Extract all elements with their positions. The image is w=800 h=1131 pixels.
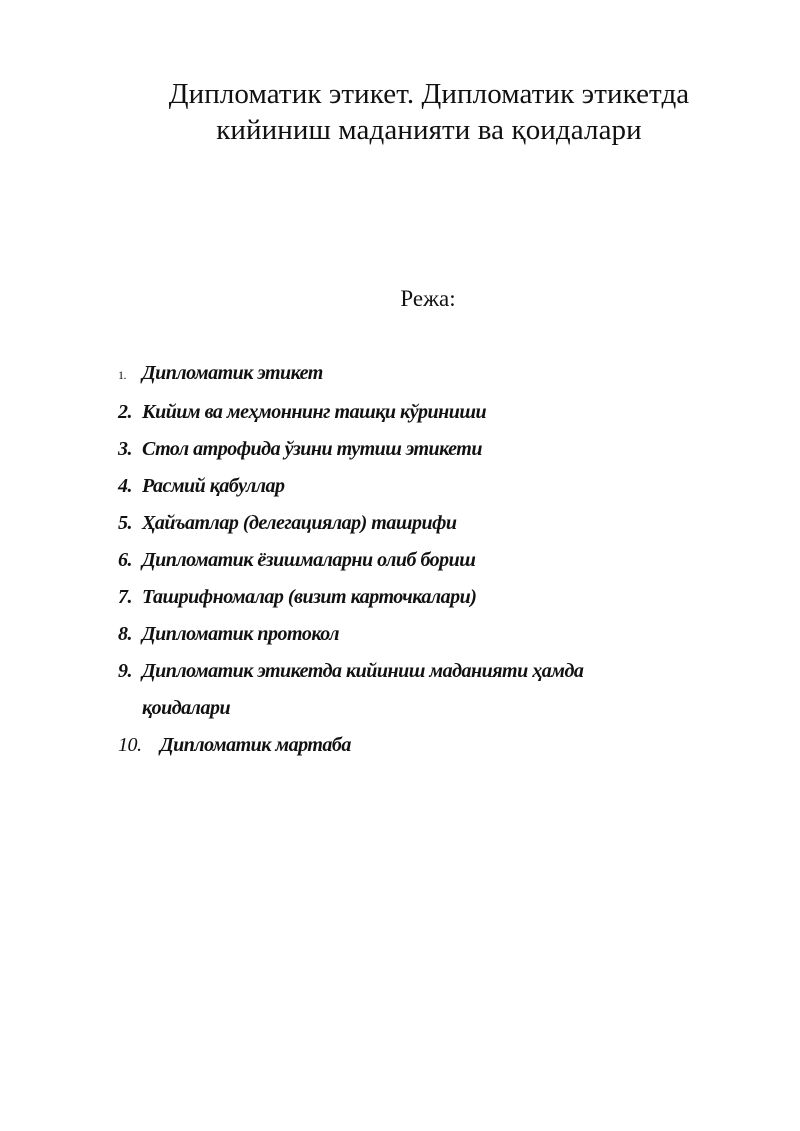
plan-item-text: Дипломатик этикет: [142, 362, 323, 384]
plan-item-text: Дипломатик мартаба: [160, 734, 351, 756]
plan-item-number: 4.: [118, 475, 132, 497]
plan-item-text: Ташрифномалар (визит карточкалари): [142, 586, 477, 608]
plan-item-number: 5.: [118, 512, 132, 534]
plan-item-10: [118, 727, 718, 764]
document-title: [120, 76, 738, 148]
plan-item-number: 7.: [118, 586, 132, 608]
plan-item-number: 3.: [118, 438, 132, 460]
plan-item-7: [118, 579, 718, 616]
plan-item-text: Стол атрофида ўзини тутиш этикети: [142, 438, 482, 460]
plan-item-number: 6.: [118, 549, 132, 571]
plan-item-6: [118, 542, 718, 579]
document-title-line-2: кийиниш маданияти ва қоидалари: [216, 114, 642, 146]
plan-item-1: [118, 355, 718, 394]
plan-item-text: Расмий қабуллар: [142, 475, 285, 497]
plan-item-number: 9.: [118, 660, 132, 682]
plan-item-5: [118, 505, 718, 542]
plan-item-number: 1.: [118, 368, 126, 382]
plan-item-8: [118, 616, 718, 653]
plan-item-3: [118, 431, 718, 468]
plan-item-9: [118, 653, 718, 727]
plan-heading: Режа:: [400, 286, 456, 311]
plan-item-4: [118, 468, 718, 505]
plan-item-text: Дипломатик протокол: [142, 623, 339, 645]
plan-item-text: Дипломатик ёзишмаларни олиб бориш: [142, 549, 476, 571]
plan-item-number: 8.: [118, 623, 132, 645]
plan-item-text: Кийим ва меҳмоннинг ташқи кўриниши: [142, 401, 487, 423]
plan-item-text: Ҳайъатлар (делегациялар) ташрифи: [142, 512, 457, 534]
plan-item-2: [118, 394, 718, 431]
plan-item-number: 2.: [118, 401, 132, 423]
plan-item-number: 10.: [118, 734, 142, 756]
plan-list: [118, 355, 718, 764]
document-title-line-1: Дипломатик этикет. Дипломатик этикетда: [168, 78, 690, 110]
plan-item-text: Дипломатик этикетда кийиниш маданияти ҳамда қоидалари: [142, 660, 584, 719]
